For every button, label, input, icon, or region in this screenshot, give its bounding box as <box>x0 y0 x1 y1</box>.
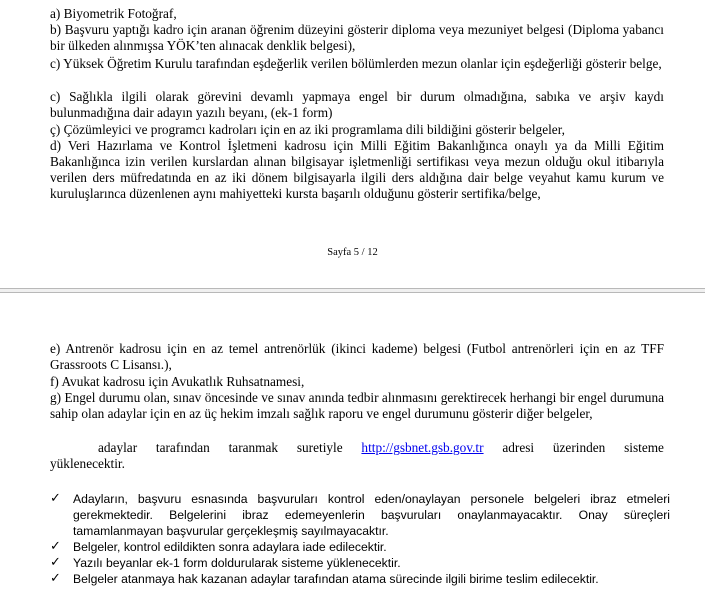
item-c-equivalence: c) Yüksek Öğretim Kurulu tarafından eşdeğerlik verilen bölümlerden mezun olanlar için eşdeğerliği gösterir belge, <box>50 56 662 71</box>
checklist-item <box>50 571 670 587</box>
checkmark-icon: ✓ <box>50 491 61 506</box>
item-e: e) Antrenör kadrosu için en az temel antrenörlük (ikinci kademe) belgesi (Futbol antrenörleri için en az TFF Grassroots C Lisansı.), <box>50 341 664 372</box>
page-6 <box>0 292 705 590</box>
checklist-item <box>50 555 670 571</box>
checklist-text: Belgeler, kontrol edildikten sonra adaylara iade edilecektir. <box>73 540 387 554</box>
item-d: d) Veri Hazırlama ve Kontrol İşletmeni kadrosu için Milli Eğitim Bakanlığınca onaylı ya da Milli Eğitim Bakanlığınca izin verilen kurslardan alınan bilgisayar işletmenliği sertifikası veya mezun olduğu okul itibarıyla verilen ders müfredatında en az iki dönem bilgisayarla ilgili ders aldığına dair belge veyahut kamu kurum ve kuruluşlarınca düzenlenen aynı mahiyetteki kursta başarılı olduğunu gösterir sertifika/belge, <box>50 138 664 201</box>
checklist-text: Yazılı beyanlar ek-1 form doldurularak sisteme yüklenecektir. <box>73 556 401 570</box>
upload-note-line-2: yüklenecektir. <box>50 456 125 471</box>
word: taranmak <box>228 440 279 455</box>
item-c-cedilla: ç) Çözümleyici ve programcı kadroları için en az iki programlama dili bildiğini gösterir belgeler, <box>50 122 565 137</box>
checklist-item <box>50 539 670 555</box>
word: tarafından <box>155 440 210 455</box>
upload-note <box>50 440 664 472</box>
upload-note-line-1 <box>50 440 664 456</box>
item-f: f) Avukat kadrosu için Avukatlık Ruhsatnamesi, <box>50 374 305 389</box>
checklist <box>50 491 670 587</box>
word: adresi <box>502 440 535 455</box>
word: suretiyle <box>296 440 343 455</box>
word: sisteme <box>624 440 664 455</box>
checklist-item <box>50 491 670 539</box>
word: üzerinden <box>552 440 606 455</box>
checklist-text: Adayların, başvuru esnasında başvuruları kontrol eden/onaylayan personele belgeleri ibraz etmeleri gerekmektedir. Belgelerini ibraz edemeyenlerin başvuruları onaylanmayacaktır. Onay süreçleri tamamlanmayan başvurular gerçekleşmiş sayılmayacaktır. <box>73 492 670 538</box>
item-c-health: c) Sağlıkla ilgili olarak görevini devamlı yapmaya engel bir durum olmadığına, sabıka ve arşiv kaydı bulunmadığına dair adayın yazılı beyanı, (ek-1 form) <box>50 89 664 120</box>
checkmark-icon: ✓ <box>50 539 61 554</box>
checklist-text: Belgeler atanmaya hak kazanan adaylar tarafından atama sürecinde ilgili birime teslim edilecektir. <box>73 572 599 586</box>
word: adaylar <box>98 440 138 455</box>
checkmark-icon: ✓ <box>50 571 61 586</box>
item-g: g) Engel durumu olan, sınav öncesinde ve sınav anında tedbir alınmasını gerektirecek herhangi bir engel durumuna sahip olan adaylar için en az üç hekim imzalı sağlık raporu ve engel durumunu gösterir diğer belgeler, <box>50 390 664 421</box>
page-number: Sayfa 5 / 12 <box>327 247 378 258</box>
item-b: b) Başvuru yaptığı kadro için aranan öğrenim düzeyini gösterir diploma veya mezuniyet belgesi (Diploma yabancı bir ülkeden alınmışsa YÖK’ten alınacak denklik belgesi), <box>50 22 664 53</box>
page-5 <box>0 0 705 289</box>
item-a: a) Biyometrik Fotoğraf, <box>50 6 177 21</box>
gsbnet-link[interactable]: http://gsbnet.gsb.gov.tr <box>361 440 484 455</box>
checkmark-icon: ✓ <box>50 555 61 570</box>
